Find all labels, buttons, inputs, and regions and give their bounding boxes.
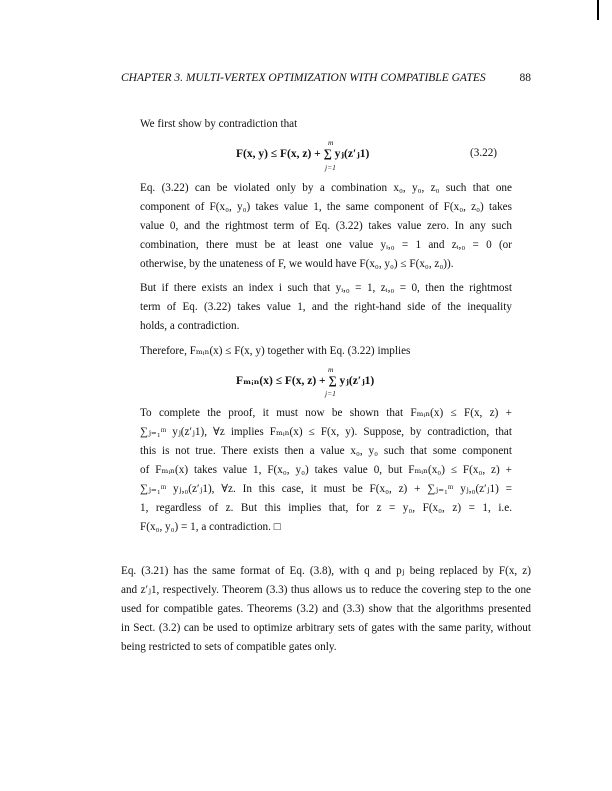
eq1-lower-limit: j=1 [325, 163, 336, 172]
text-line: being restricted to sets of compatible gates only. [121, 641, 337, 653]
text-line: this is not true. There exists then a value x₀, y₀ such that some component [140, 445, 512, 457]
equation-number: (3.22) [470, 147, 498, 159]
text-line: otherwise, by the unateness of F, we would have F(x₀, y₀) ≤ F(x₀, z₀)). [140, 258, 454, 270]
eq2-upper-limit: m [328, 365, 334, 374]
eq1-upper-limit: m [328, 138, 334, 147]
text-line: Eq. (3.22) can be violated only by a combination x₀, y₀, z₀ such that one [140, 182, 512, 194]
text-line: ∑ⱼ₌₁ᵐ yⱼ,₀(z′ⱼ1), ∀z. In this case, it must be F(x₀, z) + ∑ⱼ₌₁ᵐ yⱼ,₀(z′ⱼ1) = [140, 483, 512, 495]
text-line: component of F(x₀, y₀) takes value 1, the same component of F(x₀, z₀) takes [140, 201, 512, 213]
text-line: and z′ⱼ1, respectively. Theorem (3.3) thus allows us to reduce the covering step to the one [121, 584, 531, 596]
running-header [121, 72, 531, 84]
text-line: used for compatible gates. Theorems (3.2) and (3.3) show that the algorithms presented [121, 603, 531, 615]
paragraph-3: Therefore, Fₘᵢₙ(x) ≤ F(x, y) together with Eq. (3.22) implies [140, 345, 411, 357]
equation-3-22: F(x, y) ≤ F(x, z) + ∑ yⱼ(z′ⱼ1) [236, 148, 370, 160]
text-line: holds, a contradiction. [140, 320, 240, 332]
text-line: term of Eq. (3.22) takes value 1, and the right-hand side of the inequality [140, 301, 512, 313]
page-number: 88 [519, 72, 531, 84]
eq2-lower-limit: j=1 [325, 389, 336, 398]
text-line: of Fₘᵢₙ(x) takes value 1, F(x₀, y₀) takes value 0, but Fₘᵢₙ(x₀) ≤ F(x₀, z) + [140, 464, 512, 476]
chapter-title: CHAPTER 3. MULTI-VERTEX OPTIMIZATION WITH COMPATIBLE GATES [121, 72, 486, 84]
text-line: 1, regardless of z. But this implies that, for z = y₀, F(x₀, z) = 1, i.e. [140, 502, 512, 514]
scan-edge-mark [597, 0, 599, 20]
text-line: in Sect. (3.2) can be used to optimize arbitrary sets of gates with the same parity, without [121, 622, 531, 634]
text-line: combination, there must be at least one value yᵢ,₀ = 1 and zᵢ,₀ = 0 (or [140, 239, 512, 251]
text-line: Eq. (3.21) has the same format of Eq. (3.8), with q and pⱼ being replaced by F(x, z) [121, 565, 531, 577]
text-line: To complete the proof, it must now be shown that Fₘᵢₙ(x) ≤ F(x, z) + [140, 407, 512, 419]
text-line: ∑ⱼ₌₁ᵐ yⱼ(z′ⱼ1), ∀z implies Fₘᵢₙ(x) ≤ F(x, y). Suppose, by contradiction, that [140, 426, 512, 438]
equation-fmin: Fₘᵢₙ(x) ≤ F(x, z) + ∑ yⱼ(z′ⱼ1) [236, 375, 375, 387]
text-line: But if there exists an index i such that yᵢ,₀ = 1, zᵢ,₀ = 0, then the rightmost [140, 282, 512, 294]
text-line: value 0, and the rightmost term of Eq. (3.22) takes value zero. In any such [140, 220, 512, 232]
intro-text: We first show by contradiction that [140, 118, 298, 130]
text-line: F(x₀, y₀) = 1, a contradiction. □ [140, 521, 281, 533]
